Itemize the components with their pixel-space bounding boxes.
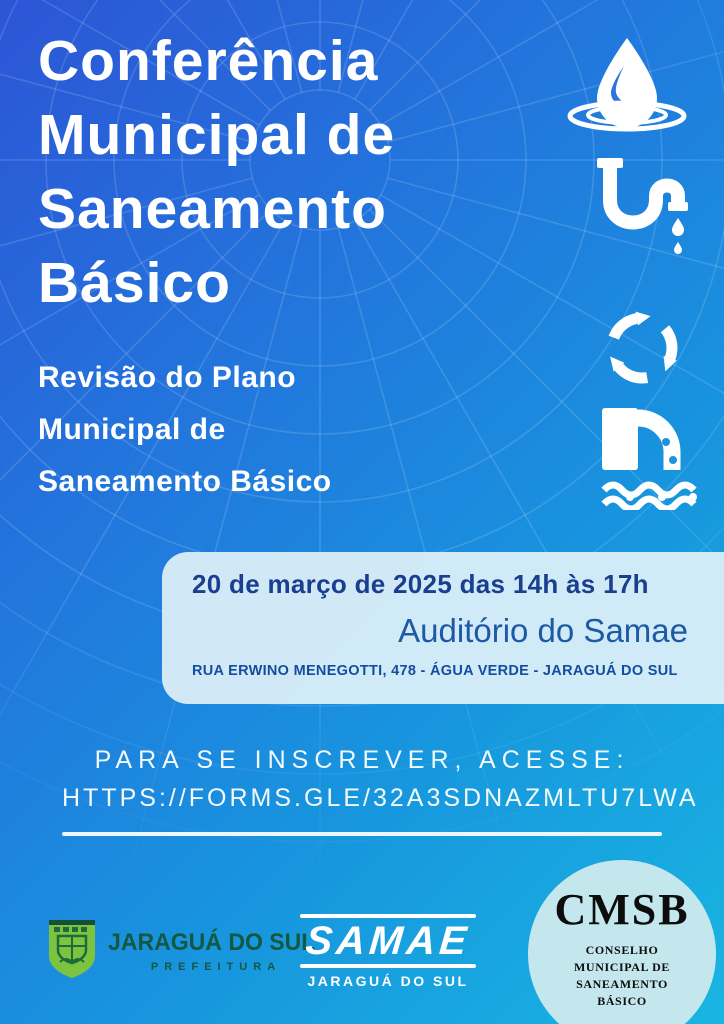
prefeitura-text bbox=[108, 929, 324, 973]
registration-url[interactable]: HTTPS://FORMS.GLE/32A3SDNAZMLTU7LWA bbox=[62, 784, 699, 812]
cmsb-line: MUNICIPAL DE bbox=[574, 960, 670, 974]
samae-top-line bbox=[300, 914, 476, 918]
samae-logo bbox=[300, 914, 476, 989]
registration-cta: PARA SE INSCREVER, ACESSE: bbox=[94, 746, 630, 774]
event-venue: Auditório do Samae bbox=[398, 612, 688, 649]
registration-section bbox=[62, 746, 699, 836]
page-title bbox=[38, 24, 395, 320]
samae-name: SAMAE bbox=[303, 919, 473, 963]
event-info-box bbox=[162, 552, 724, 704]
samae-bottom-line bbox=[300, 964, 476, 968]
sewer-pipe-icon bbox=[580, 154, 704, 271]
cmsb-description bbox=[528, 942, 716, 1010]
event-address: RUA ERWINO MENEGOTTI, 478 - ÁGUA VERDE - JARAGUÁ DO SUL bbox=[192, 663, 678, 679]
cmsb-badge bbox=[528, 860, 716, 1024]
samae-subtitle: JARAGUÁ DO SUL bbox=[307, 973, 469, 989]
sewage-outfall-icon bbox=[596, 404, 716, 515]
water-drop-icon bbox=[566, 36, 688, 139]
cmsb-line: BÁSICO bbox=[597, 994, 647, 1008]
event-datetime: 20 de março de 2025 das 14h às 17h bbox=[192, 569, 649, 599]
cmsb-line: CONSELHO bbox=[585, 943, 659, 957]
subtitle-line: Revisão do Plano bbox=[38, 361, 297, 394]
recycle-icon bbox=[592, 292, 692, 401]
prefeitura-name: JARAGUÁ DO SUL bbox=[108, 928, 316, 956]
title-line: Conferência bbox=[38, 29, 379, 93]
subtitle-line: Saneamento Básico bbox=[38, 465, 332, 498]
title-line: Municipal de bbox=[38, 103, 396, 167]
poster-subtitle bbox=[38, 352, 332, 508]
cmsb-line: SANEAMENTO bbox=[576, 977, 668, 991]
divider-line bbox=[62, 832, 662, 836]
prefeitura-logo bbox=[46, 916, 324, 985]
subtitle-line: Municipal de bbox=[38, 413, 226, 446]
coat-of-arms-shield-icon bbox=[46, 916, 98, 985]
title-line: Saneamento bbox=[38, 177, 387, 241]
cmsb-acronym: CMSB bbox=[554, 885, 690, 934]
prefeitura-subtitle: PREFEITURA bbox=[150, 960, 282, 973]
title-line: Básico bbox=[38, 251, 231, 315]
